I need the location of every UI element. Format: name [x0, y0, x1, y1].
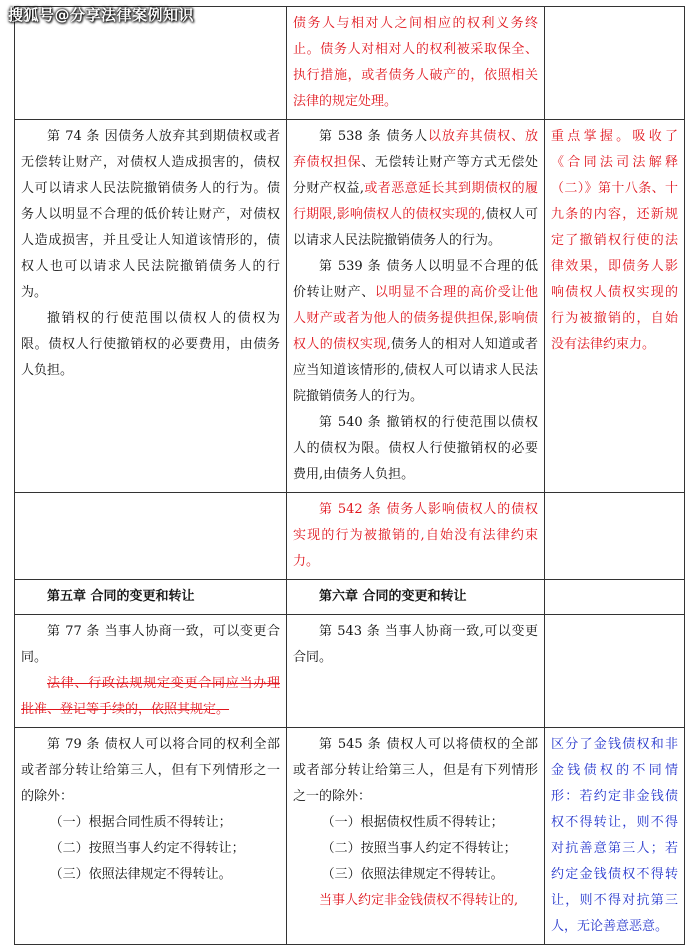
text-span: 第 538 条 债务人	[319, 129, 429, 144]
text-span: 第 539 条 债务人以明显不合理的低价转让财产、	[293, 259, 538, 300]
old-law-cell	[15, 120, 287, 493]
article-74-p2: 撤销权的行使范围以债权人的债权为限。债权人行使撤销权的必要费用，由债务人负担。	[21, 311, 280, 378]
list-item: （二）按照当事人约定不得转让；	[49, 841, 245, 856]
text-span: 债务人的相对人知道或者应当知道该情形的,债权人可以请求人民法院撤销债务人的行为。	[293, 337, 538, 404]
article-539	[293, 254, 538, 410]
article-543: 第 543 条 当事人协商一致,可以变更合同。	[293, 624, 538, 665]
list-item: （三）依照法律规定不得转让。	[49, 867, 232, 882]
deleted-text: 法律、行政法规规定变更合同应当办理批准、登记等手续的，依照其规定。	[21, 676, 280, 717]
chapter-title: 第六章 合同的变更和转让	[319, 589, 467, 604]
text-span: 、无偿转让财产等方式无偿处分财产权益,	[293, 155, 538, 196]
note-cell	[545, 580, 685, 615]
new-law-cell	[287, 120, 545, 493]
highlight-span: 以放弃其债权、放弃债权担保	[293, 129, 538, 170]
text-span: 债权人可以请求人民法院撤销债务人的行为。	[293, 207, 538, 248]
new-law-cell	[287, 615, 545, 728]
article-542: 第 542 条 债务人影响债权人的债权实现的行为被撤销的,自始没有法律约束力。	[293, 502, 538, 569]
old-law-cell	[15, 493, 287, 580]
article-text: 债务人与相对人之间相应的权利义务终止。债务人对相对人的权利被采取保全、执行措施，或者债务人破产的，依照相关法律的规定处理。	[293, 16, 538, 109]
note-cell	[545, 728, 685, 945]
article-77: 第 77 条 当事人协商一致，可以变更合同。	[21, 624, 280, 665]
note-cell	[545, 493, 685, 580]
watermark: 搜狐号@分享法律案例知识	[8, 6, 195, 24]
article-538	[293, 124, 538, 254]
old-law-cell	[15, 728, 287, 945]
note-text: 重点掌握。吸收了《合同法司法解释（二）》第十八条、十九条的内容，还新规定了撤销权行使的法律效果，即债务人影响债权人债权实现的行为被撤销的，自始没有法律约束力。	[551, 129, 678, 352]
article-545: 第 545 条 债权人可以将债权的全部或者部分转让给第三人，但是有下列情形之一的除外：	[293, 737, 538, 804]
old-chapter-heading	[15, 580, 287, 615]
comparison-table	[14, 6, 685, 945]
note-cell	[545, 615, 685, 728]
article-79: 第 79 条 债权人可以将合同的权利全部或者部分转让给第三人，但有下列情形之一的除外：	[21, 737, 280, 804]
article-540: 第 540 条 撤销权的行使范围以债权人的债权为限。债权人行使撤销权的必要费用,由债务人负担。	[293, 415, 538, 482]
highlight-span: 或者恶意延长其到期债权的履行期限,影响债权人的债权实现的,	[293, 181, 538, 222]
article-545-p2: 当事人约定非金钱债权不得转让的,	[319, 893, 519, 908]
note-text: 区分了金钱债权和非金钱债权的不同情形：若约定非金钱债权不得转让，则不得对抗善意第三人；若约定金钱债权不得转让，则不得对抗第三人，无论善意恶意。	[551, 737, 678, 934]
list-item: （一）根据合同性质不得转让；	[49, 815, 232, 830]
note-cell	[545, 7, 685, 120]
old-law-cell	[15, 615, 287, 728]
new-law-cell	[287, 493, 545, 580]
table-row	[15, 120, 685, 493]
highlight-span: 以明显不合理的高价受让他人财产或者为他人的债务提供担保,影响债权人的债权实现,	[293, 285, 538, 352]
list-item: （二）按照当事人约定不得转让；	[321, 841, 517, 856]
list-item: （一）根据债权性质不得转让；	[321, 815, 504, 830]
table-row	[15, 493, 685, 580]
table-row	[15, 615, 685, 728]
chapter-row	[15, 580, 685, 615]
new-law-cell	[287, 728, 545, 945]
table-row	[15, 728, 685, 945]
article-74: 第 74 条 因债务人放弃其到期债权或者无偿转让财产，对债权人造成损害的，债权人可以请求人民法院撤销债务人的行为。债务人以明显不合理的低价转让财产，对债权人造成损害，并且受让人知道该情形的，债权人也可以请求人民法院撤销债务人的行为。	[21, 129, 280, 300]
chapter-title: 第五章 合同的变更和转让	[47, 589, 195, 604]
new-chapter-heading	[287, 580, 545, 615]
note-cell	[545, 120, 685, 493]
list-item: （三）依照法律规定不得转让。	[321, 867, 504, 882]
new-law-cell	[287, 7, 545, 120]
